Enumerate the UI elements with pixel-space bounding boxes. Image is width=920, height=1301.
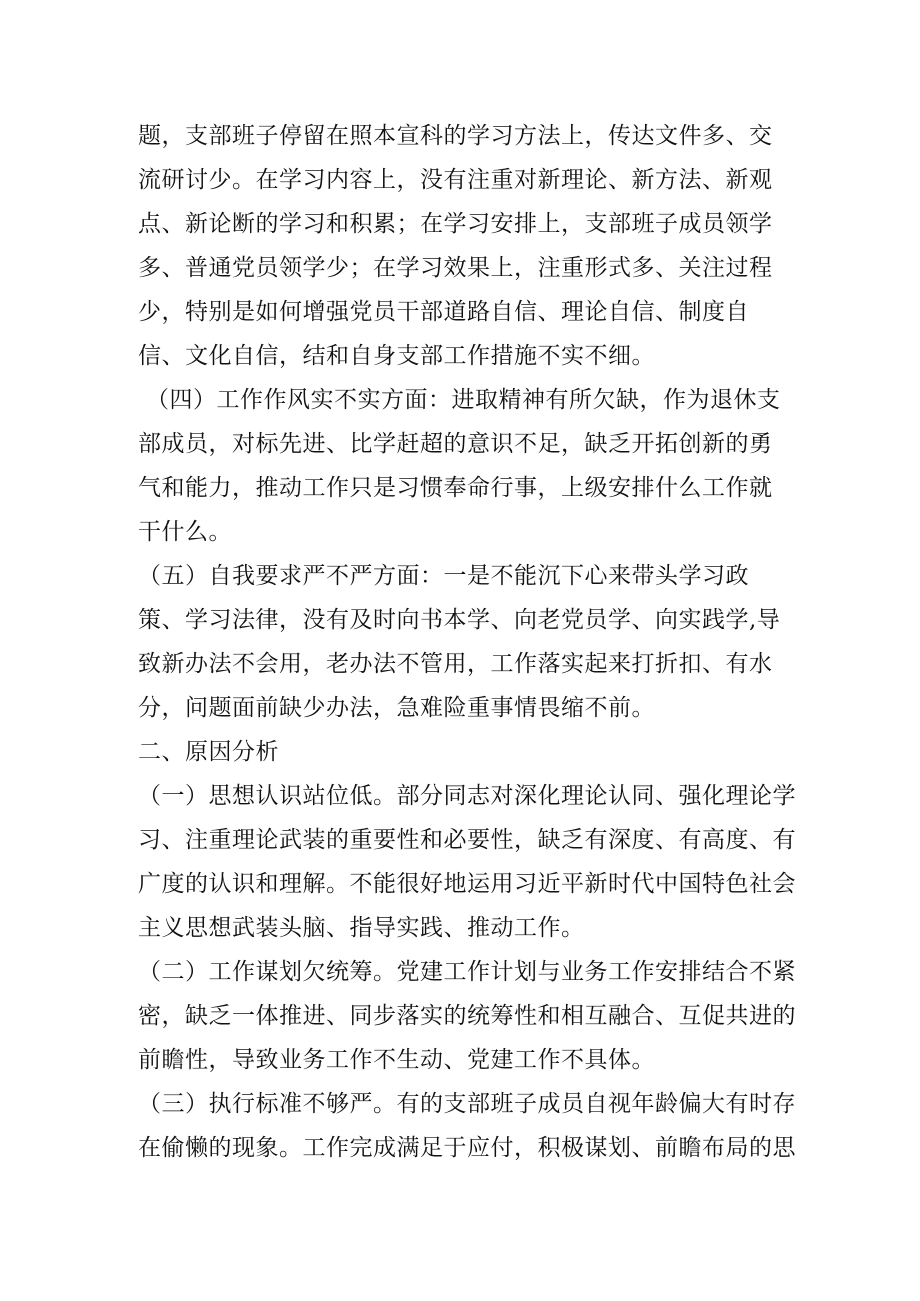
text-line: 部成员，对标先进、比学赶超的意识不足，缺乏开拓创新的勇 [138,431,773,457]
text-line: 广度的认识和理解。不能很好地运用习近平新时代中国特色社会 [138,871,796,897]
text-line: 干什么。 [138,519,232,545]
text-line: 致新办法不会用，老办法不管用，工作落实起来打折扣、有水 [138,651,773,677]
text-line: 点、新论断的学习和积累；在学习安排上，支部班子成员领学 [138,211,773,237]
section-heading-four: （四）工作作风实不实方面：进取精神有所欠缺，作为退休支 [146,387,781,413]
text-line: 题，支部班子停留在照本宣科的学习方法上，传达文件多、交 [138,123,773,149]
section-heading-two: （二）工作谋划欠统筹。党建工作计划与业务工作安排结合不紧 [138,959,796,985]
text-line: 前瞻性，导致业务工作不生动、党建工作不具体。 [138,1047,655,1073]
text-line: 多、普通党员领学少；在学习效果上，注重形式多、关注过程 [138,255,773,281]
text-line: 主义思想武装头脑、指导实践、推动工作。 [138,915,585,941]
section-title-cause-analysis: 二、原因分析 [138,739,279,765]
text-line: 信、文化自信，结和自身支部工作措施不实不细。 [138,343,655,369]
text-line: 气和能力，推动工作只是习惯奉命行事，上级安排什么工作就 [138,475,773,501]
section-heading-five: （五）自我要求严不严方面：一是不能沉下心来带头学习政 [138,563,749,589]
text-line: 习、注重理论武装的重要性和必要性，缺乏有深度、有高度、有 [138,827,796,853]
section-heading-three: （三）执行标准不够严。有的支部班子成员自视年龄偏大有时存 [138,1091,796,1117]
text-line: 分，问题面前缺少办法，急难险重事情畏缩不前。 [138,695,655,721]
text-line: 密，缺乏一体推进、同步落实的统筹性和相互融合、互促共进的 [138,1003,796,1029]
text-line: 流研讨少。在学习内容上，没有注重对新理论、新方法、新观 [138,167,773,193]
text-line: 在偷懒的现象。工作完成满足于应付，积极谋划、前瞻布局的思 [138,1135,796,1161]
text-line: 少，特别是如何增强党员干部道路自信、理论自信、制度自 [138,299,749,325]
section-heading-one: （一）思想认识站位低。部分同志对深化理论认同、强化理论学 [138,783,796,809]
text-line: 策、学习法律，没有及时向书本学、向老党员学、向实践学,导 [138,607,781,633]
